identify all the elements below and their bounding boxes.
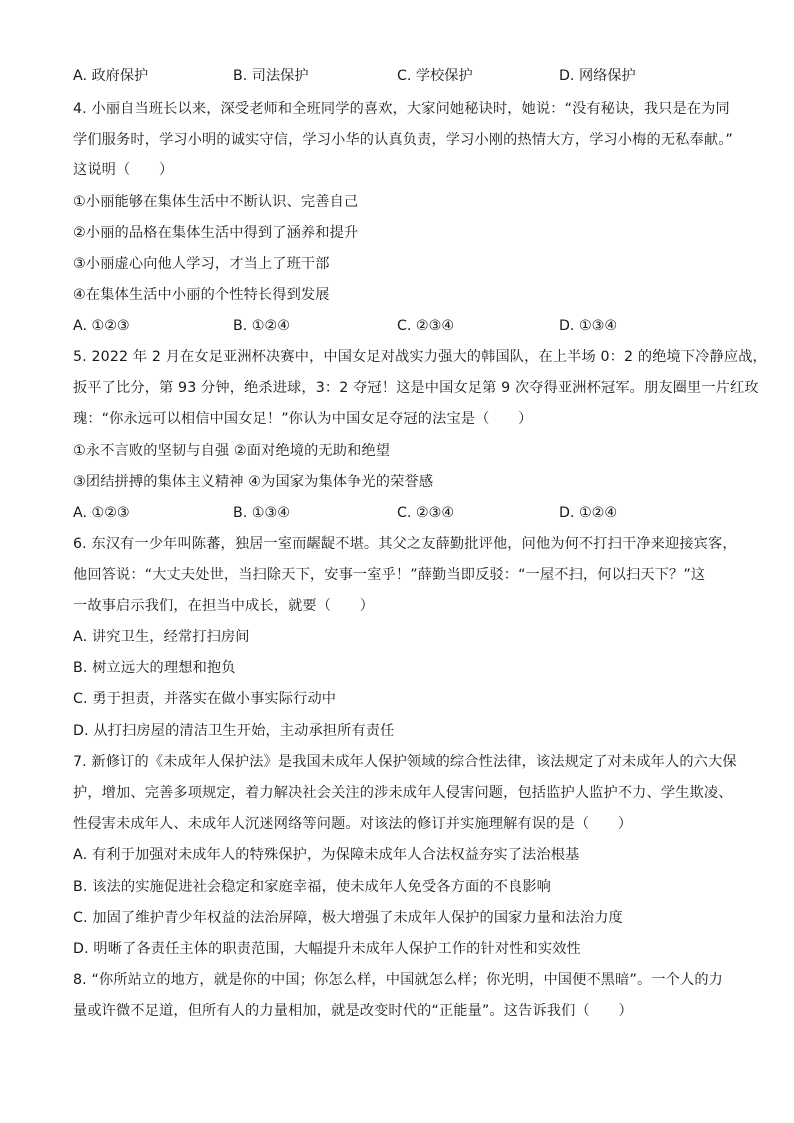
option-a: A. 有利于加强对未成年人的特殊保护，为保障未成年人合法权益夯实了法治根基: [73, 847, 580, 863]
q8-stem-line: 8. “你所站立的地方，就是你的中国；你怎么样，中国就怎么样；你光明，中国便不黑暗”。一个人的力: [73, 972, 724, 988]
option-b: B. 树立远大的理想和抱负: [73, 660, 236, 676]
option-c: C. 勇于担责，并落实在做小事实际行动中: [73, 691, 337, 707]
q4-item: ①小丽能够在集体生活中不断认识、完善自己: [73, 194, 359, 210]
q5-options: [0, 503, 660, 523]
option-b: B. ①③④: [233, 505, 290, 521]
q5-stem-line: 扳平了比分，第 93 分钟，绝杀进球，3：2 夺冠！这是中国女足第 9 次夺得亚洲杯冠军。朋友圈里一片红玫: [73, 380, 759, 396]
option-c: C. ②③④: [397, 318, 455, 334]
q7-stem-line: 护，增加、完善多项规定，着力解决社会关注的涉未成年人侵害问题，包括监护人监护不力、学生欺凌、: [73, 785, 733, 801]
option-a: A. ①②③: [73, 318, 130, 334]
option-c: C. 加固了维护青少年权益的法治屏障，极大增强了未成年人保护的国家力量和法治力度: [73, 910, 623, 926]
option-d: D. 明晰了各责任主体的职责范围，大幅提升未成年人保护工作的针对性和实效性: [73, 941, 581, 957]
q5-stem-line: 5. 2022 年 2 月在女足亚洲杯决赛中，中国女足对战实力强大的韩国队，在上半场 0：2 的绝境下冷静应战，: [73, 349, 767, 365]
q5-item: ③团结拼搏的集体主义精神 ④为国家为集体争光的荣誉感: [73, 474, 434, 490]
option-c: C. ②③④: [397, 505, 455, 521]
q8-stem-line: 量或许微不足道，但所有人的力量相加，就是改变时代的“正能量”。这告诉我们（ ）: [73, 1003, 633, 1019]
q7-stem-line: 性侵害未成年人、未成年人沉迷网络等问题。对该法的修订并实施理解有误的是（ ）: [73, 816, 633, 832]
q6-stem-line: 6. 东汉有一少年叫陈蕃，独居一室而龌龊不堪。其父之友薛勤批评他，问他为何不打扫干净来迎接宾客，: [73, 536, 737, 552]
q4-stem-line: 学们服务时，学习小明的诚实守信，学习小华的认真负责，学习小刚的热情大方，学习小梅的无私奉献。”: [73, 132, 733, 148]
q5-stem-line: 瑰：“你永远可以相信中国女足！”你认为中国女足夺冠的法宝是（ ）: [73, 411, 533, 427]
option-d: D. ①③④: [559, 318, 618, 334]
q4-options: [0, 316, 660, 336]
option-a: A. 讲究卫生，经常打扫房间: [73, 629, 250, 645]
option-b: B. 该法的实施促进社会稳定和家庭幸福，使未成年人免受各方面的不良影响: [73, 879, 552, 895]
option-b: B. ①②④: [233, 318, 290, 334]
option-a: A. 政府保护: [73, 68, 149, 84]
q5-item: ①永不言败的坚韧与自强 ②面对绝境的无助和绝望: [73, 443, 391, 459]
option-c: C. 学校保护: [397, 68, 473, 84]
option-a: A. ①②③: [73, 505, 130, 521]
q6-stem-line: 他回答说：“大丈夫处世，当扫除天下，安事一室乎！”薛勤当即反驳：“一屋不扫，何以扫天下？”这: [73, 567, 706, 583]
q4-stem-line: 这说明（ ）: [73, 162, 174, 178]
q3-options: [0, 66, 660, 86]
option-d: D. ①②④: [559, 505, 618, 521]
q4-item: ④在集体生活中小丽的个性特长得到发展: [73, 287, 330, 303]
q4-item: ③小丽虚心向他人学习，才当上了班干部: [73, 256, 330, 272]
q4-item: ②小丽的品格在集体生活中得到了涵养和提升: [73, 225, 359, 241]
option-b: B. 司法保护: [233, 68, 309, 84]
q7-stem-line: 7. 新修订的《未成年人保护法》是我国未成年人保护领域的综合性法律，该法规定了对未成年人的六大保: [73, 754, 737, 770]
q4-stem-line: 4. 小丽自当班长以来，深受老师和全班同学的喜欢，大家问她秘诀时，她说：“没有秘诀，我只是在为同: [73, 101, 730, 117]
q6-stem-line: 一故事启示我们，在担当中成长，就要（ ）: [73, 598, 375, 614]
option-d: D. 从打扫房屋的清洁卫生开始，主动承担所有责任: [73, 723, 395, 739]
option-d: D. 网络保护: [559, 68, 636, 84]
